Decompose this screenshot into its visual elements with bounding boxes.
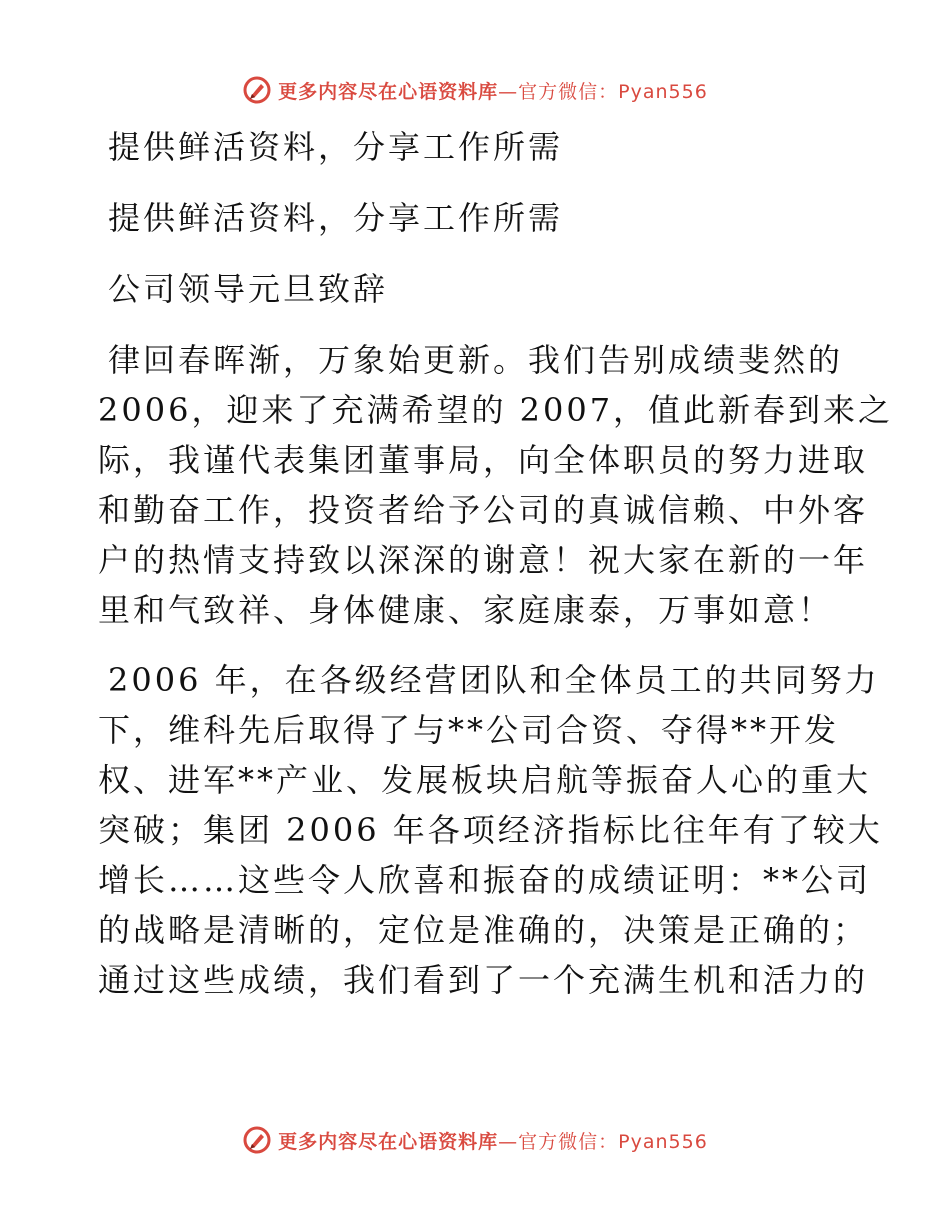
paragraph-line: 2006，迎来了充满希望的 2007，值此新春到来之 — [98, 391, 894, 429]
pen-logo-icon — [242, 1125, 272, 1155]
paragraph-line: 户的热情支持致以深深的谢意！祝大家在新的一年 — [98, 541, 869, 579]
document-title: 公司领导元旦致辞 — [108, 270, 389, 308]
paragraph — [98, 335, 894, 635]
document-body — [98, 122, 894, 1025]
pen-logo-icon — [242, 75, 272, 105]
watermark-text: 更多内容尽在心语资料库—官方微信：Pyan556 — [278, 1130, 708, 1153]
heading-line: 提供鲜活资料，分享工作所需 — [108, 128, 564, 166]
footer-watermark — [0, 1122, 950, 1158]
paragraph-line: 2006 年，在各级经营团队和全体员工的共同努力 — [108, 661, 880, 699]
paragraph-line: 增长……这些令人欣喜和振奋的成绩证明：**公司 — [98, 861, 872, 899]
paragraph-line: 的战略是清晰的，定位是准确的，决策是正确的； — [98, 911, 869, 949]
header-watermark — [0, 72, 950, 108]
paragraph-line: 律回春晖渐，万象始更新。我们告别成绩斐然的 — [108, 341, 844, 379]
watermark-text: 更多内容尽在心语资料库—官方微信：Pyan556 — [278, 80, 708, 103]
paragraph-line: 通过这些成绩，我们看到了一个充满生机和活力的 — [98, 961, 869, 999]
paragraph-line: 和勤奋工作，投资者给予公司的真诚信赖、中外客 — [98, 491, 869, 529]
paragraph-line: 权、进军**产业、发展板块启航等振奋人心的重大 — [98, 761, 872, 799]
paragraph-line: 突破；集团 2006 年各项经济指标比往年有了较大 — [98, 811, 883, 849]
paragraph-line: 际，我谨代表集团董事局，向全体职员的努力进取 — [98, 441, 869, 479]
paragraph — [98, 655, 883, 1005]
paragraph-line: 下，维科先后取得了与**公司合资、夺得**开发 — [98, 711, 840, 749]
paragraph-line: 里和气致祥、身体健康、家庭康泰，万事如意！ — [98, 591, 834, 629]
heading-line: 提供鲜活资料，分享工作所需 — [108, 199, 564, 237]
